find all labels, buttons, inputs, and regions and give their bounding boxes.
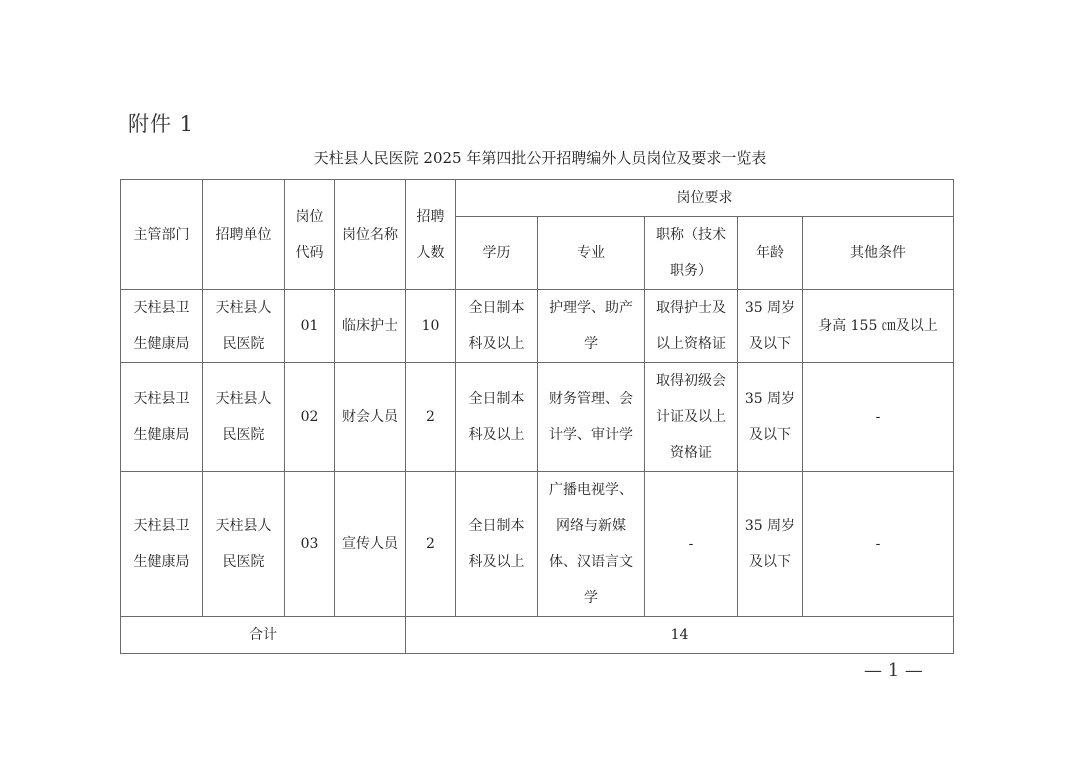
cell-code: 01: [285, 290, 335, 363]
cell-count: 2: [406, 363, 456, 472]
page-number: — 1 —: [864, 660, 923, 681]
header-other: 其他条件: [803, 217, 954, 290]
cell-count: 10: [406, 290, 456, 363]
header-name: 岗位名称: [335, 180, 406, 290]
attachment-label: 附件 1: [128, 112, 195, 136]
header-unit: 招聘单位: [203, 180, 285, 290]
cell-unit: 天柱县人民医院: [203, 472, 285, 617]
cell-title-req: -: [645, 472, 738, 617]
cell-major: 护理学、助产学: [538, 290, 645, 363]
cell-name: 临床护士: [335, 290, 406, 363]
total-value: 14: [406, 617, 954, 654]
header-requirements: 岗位要求: [456, 180, 954, 217]
cell-other: -: [803, 363, 954, 472]
cell-count: 2: [406, 472, 456, 617]
cell-title-req: 取得初级会计证及以上资格证: [645, 363, 738, 472]
cell-age: 35 周岁及以下: [738, 363, 803, 472]
header-code: 岗位代码: [285, 180, 335, 290]
total-row: [121, 617, 954, 654]
cell-age: 35 周岁及以下: [738, 290, 803, 363]
cell-other: 身高 155 ㎝及以上: [803, 290, 954, 363]
cell-code: 02: [285, 363, 335, 472]
cell-major: 财务管理、会计学、审计学: [538, 363, 645, 472]
cell-name: 宣传人员: [335, 472, 406, 617]
header-dept: 主管部门: [121, 180, 203, 290]
header-education: 学历: [456, 217, 538, 290]
header-title-req: 职称（技术职务）: [645, 217, 738, 290]
cell-major: 广播电视学、网络与新媒体、汉语言文学: [538, 472, 645, 617]
header-row-1: [121, 180, 954, 217]
cell-other: -: [803, 472, 954, 617]
cell-dept: 天柱县卫生健康局: [121, 472, 203, 617]
total-label: 合计: [121, 617, 406, 654]
cell-dept: 天柱县卫生健康局: [121, 363, 203, 472]
header-major: 专业: [538, 217, 645, 290]
cell-unit: 天柱县人民医院: [203, 363, 285, 472]
cell-education: 全日制本科及以上: [456, 363, 538, 472]
header-age: 年龄: [738, 217, 803, 290]
cell-education: 全日制本科及以上: [456, 290, 538, 363]
cell-education: 全日制本科及以上: [456, 472, 538, 617]
recruitment-table: [120, 179, 954, 654]
document-title: 天柱县人民医院 2025 年第四批公开招聘编外人员岗位及要求一览表: [313, 149, 767, 167]
cell-code: 03: [285, 472, 335, 617]
table-row: [121, 363, 954, 472]
cell-title-req: 取得护士及以上资格证: [645, 290, 738, 363]
cell-name: 财会人员: [335, 363, 406, 472]
cell-unit: 天柱县人民医院: [203, 290, 285, 363]
table-row: [121, 472, 954, 617]
table-row: [121, 290, 954, 363]
header-count: 招聘人数: [406, 180, 456, 290]
cell-age: 35 周岁及以下: [738, 472, 803, 617]
cell-dept: 天柱县卫生健康局: [121, 290, 203, 363]
